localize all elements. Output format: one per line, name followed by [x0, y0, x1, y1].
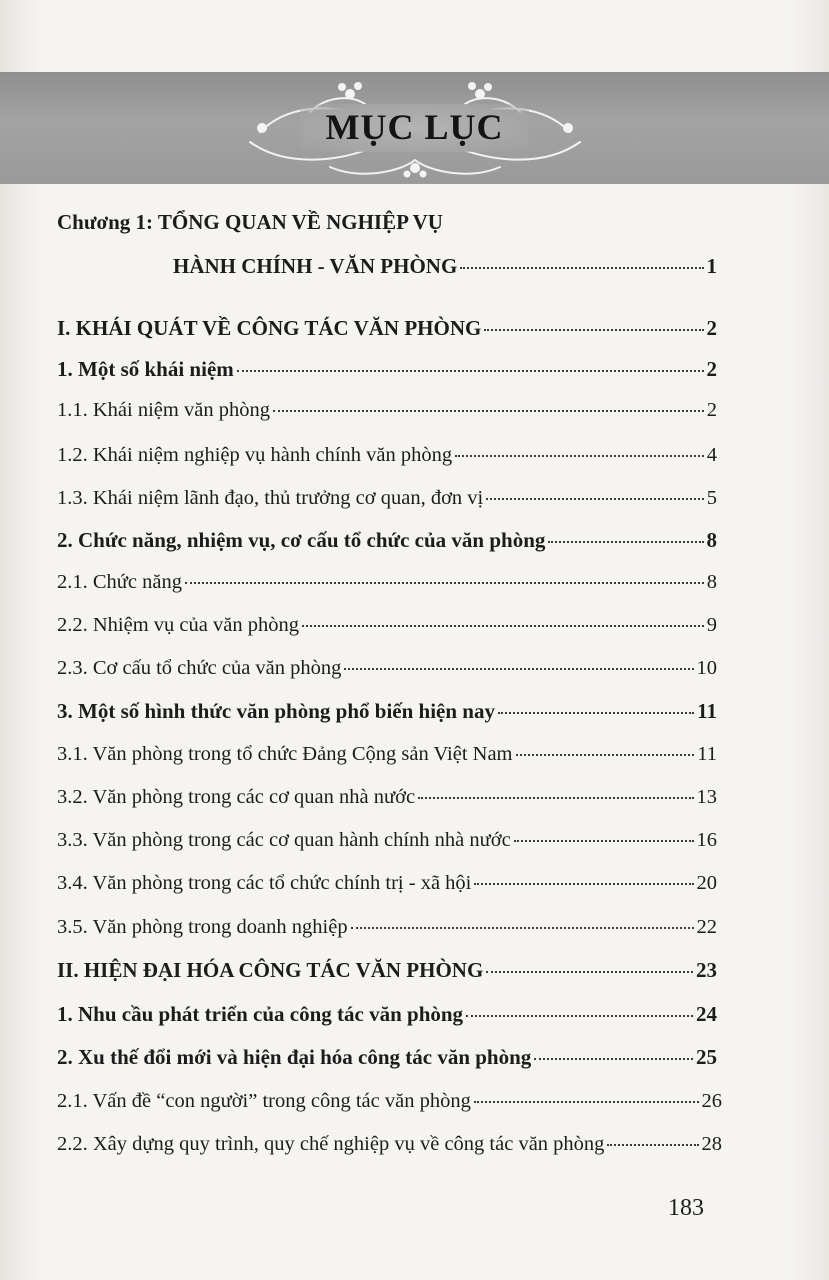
dot-leader	[351, 927, 694, 929]
toc-entry	[57, 913, 717, 941]
toc-entry-page: 26	[701, 1090, 722, 1112]
chapter-heading-line1: Chương 1: TỔNG QUAN VỀ NGHIỆP VỤ	[57, 210, 443, 234]
toc-entry-page: 2	[706, 399, 717, 421]
toc-entry-title: 2. Xu thế đổi mới và hiện đại hóa công tác văn phòng	[57, 1045, 532, 1069]
toc-entry-page: 23	[696, 958, 717, 982]
toc-entry-page: 11	[697, 699, 717, 723]
dot-leader	[498, 712, 694, 714]
toc-entry	[57, 1000, 717, 1028]
toc-entry-title: 3.3. Văn phòng trong các cơ quan hành chính nhà nước	[57, 829, 511, 851]
toc-entry	[57, 526, 717, 554]
toc-entry-title: 1.1. Khái niệm văn phòng	[57, 399, 270, 421]
toc-entry-title: 3.4. Văn phòng trong các tổ chức chính trị - xã hội	[57, 872, 472, 894]
chapter-heading-text: HÀNH CHÍNH - VĂN PHÒNG	[173, 254, 458, 278]
toc-entry-page: 13	[696, 786, 717, 808]
toc-entry-page: 20	[696, 872, 717, 894]
toc-entry-title: 3.1. Văn phòng trong tổ chức Đảng Cộng sản Việt Nam	[57, 743, 513, 765]
toc-entry-title: 2.2. Nhiệm vụ của văn phòng	[57, 614, 299, 636]
toc-entry-title: 1. Nhu cầu phát triển của công tác văn phòng	[57, 1002, 464, 1026]
dot-leader	[466, 1015, 693, 1017]
dot-leader	[484, 329, 703, 331]
toc-entry-page: 8	[706, 571, 717, 593]
toc-entry-title: 2. Chức năng, nhiệm vụ, cơ cấu tổ chức của văn phòng	[57, 528, 546, 552]
toc-entry	[57, 1130, 722, 1158]
toc-entry	[57, 826, 717, 854]
toc-entry	[57, 441, 717, 469]
toc-entry	[57, 783, 717, 811]
toc-entry-page: 28	[701, 1133, 722, 1155]
dot-leader	[486, 971, 693, 973]
toc-entry-title: 3. Một số hình thức văn phòng phổ biến hiện nay	[57, 699, 495, 723]
dot-leader	[273, 410, 704, 412]
toc-entry-title: 2.1. Vấn đề “con người” trong công tác văn phòng	[57, 1090, 471, 1112]
toc-entry-title: I. KHÁI QUÁT VỀ CÔNG TÁC VĂN PHÒNG	[57, 316, 482, 340]
page-number: 183	[668, 1195, 704, 1221]
dot-leader	[474, 1101, 699, 1103]
toc-entry	[57, 568, 717, 596]
toc-entry	[57, 740, 717, 768]
toc-entry-title: 1.3. Khái niệm lãnh đạo, thủ trưởng cơ quan, đơn vị	[57, 487, 484, 509]
toc-entry-page: 5	[706, 487, 717, 509]
toc-entry-title: 2.2. Xây dựng quy trình, quy chế nghiệp vụ về công tác văn phòng	[57, 1133, 605, 1155]
toc-entry	[57, 1043, 717, 1071]
toc-entry	[57, 314, 717, 342]
toc-entry-page: 25	[696, 1045, 717, 1069]
toc-entry-title: 1. Một số khái niệm	[57, 357, 234, 381]
toc-entry	[57, 697, 717, 725]
toc-entry	[57, 355, 717, 383]
toc-entry-title: 2.1. Chức năng	[57, 571, 182, 593]
toc-entry-page: 10	[696, 657, 717, 679]
dot-leader	[237, 370, 704, 372]
chapter-page-number: 1	[706, 254, 717, 278]
page-title: MỤC LỤC	[325, 107, 504, 147]
toc-entry-page: 4	[706, 444, 717, 466]
dot-leader	[514, 840, 694, 842]
toc-entry-title: 2.3. Cơ cấu tổ chức của văn phòng	[57, 657, 342, 679]
toc-entry-title: II. HIỆN ĐẠI HÓA CÔNG TÁC VĂN PHÒNG	[57, 958, 484, 982]
dot-leader	[418, 797, 693, 799]
toc-entry-title: 3.5. Văn phòng trong doanh nghiệp	[57, 916, 348, 938]
dot-leader	[302, 625, 704, 627]
toc-entry-page: 16	[696, 829, 717, 851]
toc-entry-title: 3.2. Văn phòng trong các cơ quan nhà nước	[57, 786, 416, 808]
toc-entry	[57, 396, 717, 424]
toc-entry-page: 8	[706, 528, 717, 552]
toc-entry	[57, 1087, 722, 1115]
chapter-heading-line2	[173, 252, 717, 280]
dot-leader	[460, 267, 703, 269]
toc-entry	[57, 956, 717, 984]
toc-entry-page: 11	[697, 743, 717, 765]
dot-leader	[344, 668, 693, 670]
toc-entry-page: 9	[706, 614, 717, 636]
toc-entry	[57, 654, 717, 682]
toc-entry-title: 1.2. Khái niệm nghiệp vụ hành chính văn phòng	[57, 444, 453, 466]
toc-entry	[57, 611, 717, 639]
dot-leader	[185, 582, 704, 584]
toc-entry-page: 2	[706, 357, 717, 381]
toc-entry-page: 22	[696, 916, 717, 938]
dot-leader	[455, 455, 704, 457]
dot-leader	[474, 883, 693, 885]
toc-entry-page: 24	[696, 1002, 717, 1026]
dot-leader	[607, 1144, 698, 1146]
dot-leader	[534, 1058, 693, 1060]
dot-leader	[548, 541, 703, 543]
dot-leader	[516, 754, 695, 756]
toc-entry	[57, 869, 717, 897]
toc-entry	[57, 484, 717, 512]
toc-entry-page: 2	[706, 316, 717, 340]
dot-leader	[486, 498, 704, 500]
